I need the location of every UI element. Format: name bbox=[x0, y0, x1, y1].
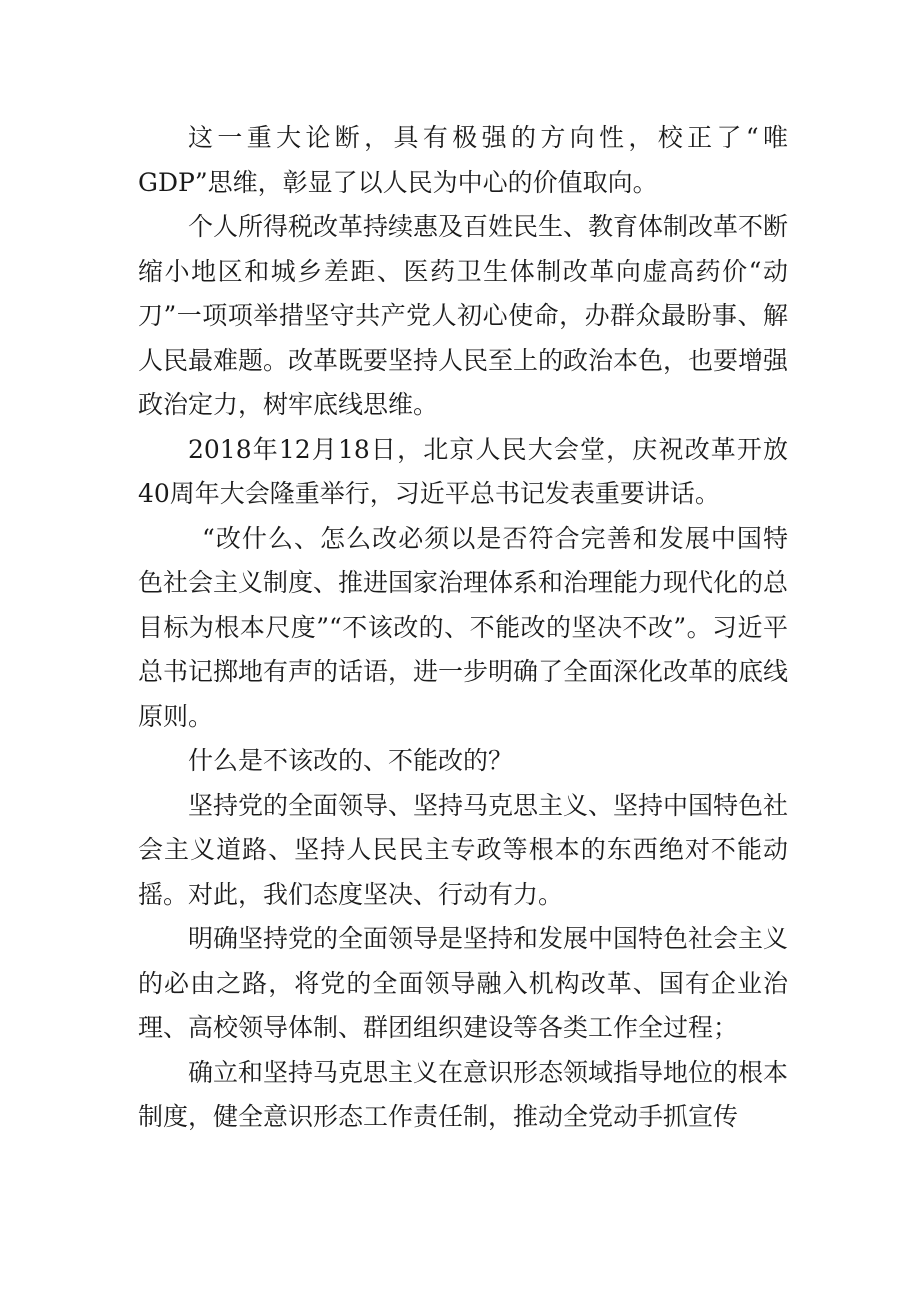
paragraph-1: 这一重大论断，具有极强的方向性，校正了“唯GDP”思维，彰显了以人民为中心的价值取向。 bbox=[138, 123, 788, 197]
paragraph-3: 2018年12月18日，北京人民大会堂，庆祝改革开放40周年大会隆重举行，习近平总书记发表重要讲话。 bbox=[138, 434, 788, 508]
paragraph-4: “改什么、怎么改必须以是否符合完善和发展中国特色社会主义制度、推进国家治理体系和治理能力现代化的总目标为根本尺度”“不该改的、不能改的坚决不改”。习近平总书记掷地有声的话语，进一步明确了全面深化改革的底线原则。 bbox=[138, 523, 789, 731]
paragraph-2: 个人所得税改革持续惠及百姓民生、教育体制改革不断缩小地区和城乡差距、医药卫生体制改革向虚高药价“动刀”一项项举措坚守共产党人初心使命，办群众最盼事、解人民最难题。改革既要坚持人民至上的政治本色，也要增强政治定力，树牢底线思维。 bbox=[138, 212, 789, 419]
paragraph-7: 明确坚持党的全面领导是坚持和发展中国特色社会主义的必由之路，将党的全面领导融入机构改革、国有企业治理、高校领导体制、群团组织建设等各类工作全过程； bbox=[138, 924, 789, 1042]
document-body bbox=[138, 116, 788, 1140]
paragraph-8: 确立和坚持马克思主义在意识形态领域指导地位的根本制度，健全意识形态工作责任制，推动全党动手抓宣传 bbox=[138, 1057, 789, 1131]
paragraph-6: 坚持党的全面领导、坚持马克思主义、坚持中国特色社会主义道路、坚持人民民主专政等根本的东西绝对不能动摇。对此，我们态度坚决、行动有力。 bbox=[138, 790, 789, 909]
paragraph-5: 什么是不该改的、不能改的？ bbox=[188, 746, 514, 775]
